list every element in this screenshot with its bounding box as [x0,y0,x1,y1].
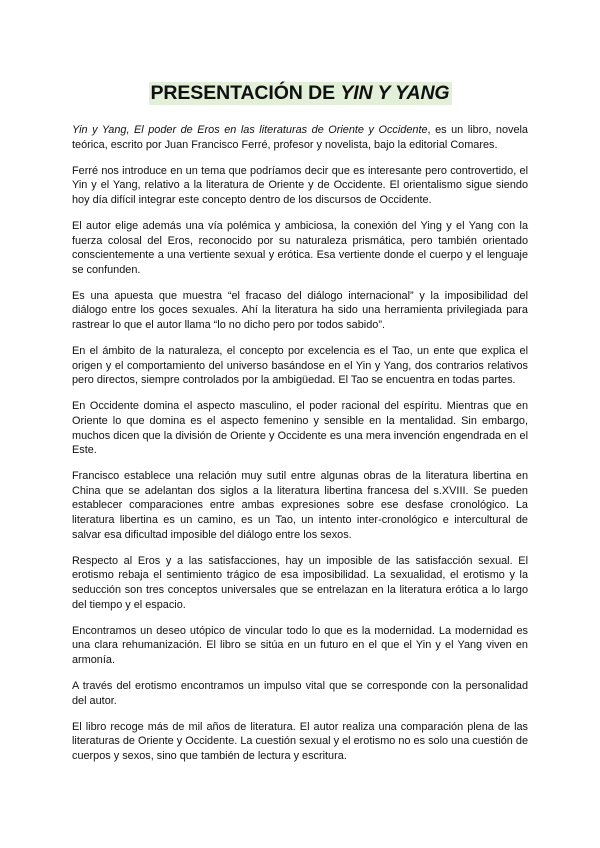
paragraph: El autor elige además una vía polémica y ambiciosa, la conexión del Ying y el Yang con la fuerza colosal del Eros, reconocido por su naturaleza prismática, pero también orientado conscientemente a una vertiente sexual y erótica. Esa vertiente donde el cuerpo y el lenguaje se confunden. [72,219,528,276]
intro-paragraph [72,123,528,152]
page-title [149,82,452,105]
paragraph: Es una apuesta que muestra “el fracaso del diálogo internacional” y la imposibilidad del diálogo entre los goces sexuales. Ahí la literatura ha sido una herramienta privilegiada para rastrear lo que el autor llama “lo no dicho pero por todos sabido”. [72,289,528,332]
paragraph: Respecto al Eros y a las satisfacciones, hay un imposible de las satisfacción sexual. El erotismo rebaja el sentimiento trágico de esa imposibilidad. La sexualidad, el erotismo y la seducción son tres conceptos universales que se entrelazan en la literatura erótica a lo largo del tiempo y el espacio. [72,554,528,611]
title-container [0,82,600,105]
paragraph: A través del erotismo encontramos un impulso vital que se corresponde con la personalidad del autor. [72,679,528,707]
paragraph: Ferré nos introduce en un tema que podríamos decir que es interesante pero controvertido, el Yin y el Yang, relativo a la literatura de Oriente y de Occidente. El orientalismo sigue siendo hoy día difícil integrar este concepto dentro de los discursos de Occidente. [72,164,528,206]
body-text [72,123,528,775]
title-emphasis: YIN Y YANG [340,82,450,104]
paragraph: En el ámbito de la naturaleza, el concepto por excelencia es el Tao, un ente que explica el origen y el comportamiento del universo basándose en el Yin y Yang, dos contrarios relativos pero directos, siempre controlados por la ambigüedad. El Tao se encuentra en todas partes. [72,345,528,387]
book-title-italic: Yin y Yang, El poder de Eros en las literaturas de Oriente y Occidente [72,124,428,136]
paragraph: El libro recoge más de mil años de literatura. El autor realiza una comparación plena de las literaturas de Oriente y Occidente. La cuestión sexual y el erotismo no es solo una cuestión de cuerpos y sexos, sino que también de lectura y escritura. [72,720,528,762]
paragraph: En Occidente domina el aspecto masculino, el poder racional del espíritu. Mientras que en Oriente lo que domina es el aspecto femenino y sensible en la mentalidad. Sin embargo, muchos dicen que la división de Oriente y Occidente es una mera invención engendrada en el Este. [72,400,528,457]
paragraph: Encontramos un deseo utópico de vincular todo lo que es la modernidad. La modernidad es una clara rehumanización. El libro se sitúa en un futuro en el que el Yin y el Yang viven en armonía. [72,624,528,666]
intro-paragraph-rest: , es un libro, novela teórica, escrito por Juan Francisco Ferré, profesor y novelista, bajo la editorial Comares. [72,124,528,151]
paragraph: Francisco establece una relación muy sutil entre algunas obras de la literatura libertina en China que se adelantan dos siglos a la literatura libertina francesa del s.XVIII. Se pueden establecer comparaciones entre ambas expresiones sobre ese desfase cronológico. La literatura libertina es un camino, es un Tao, un intento inter-cronológico e intercultural de salvar esa dificultad imposible del diálogo entre los sexos. [72,470,528,541]
title-prefix: PRESENTACIÓN DE [150,82,341,104]
